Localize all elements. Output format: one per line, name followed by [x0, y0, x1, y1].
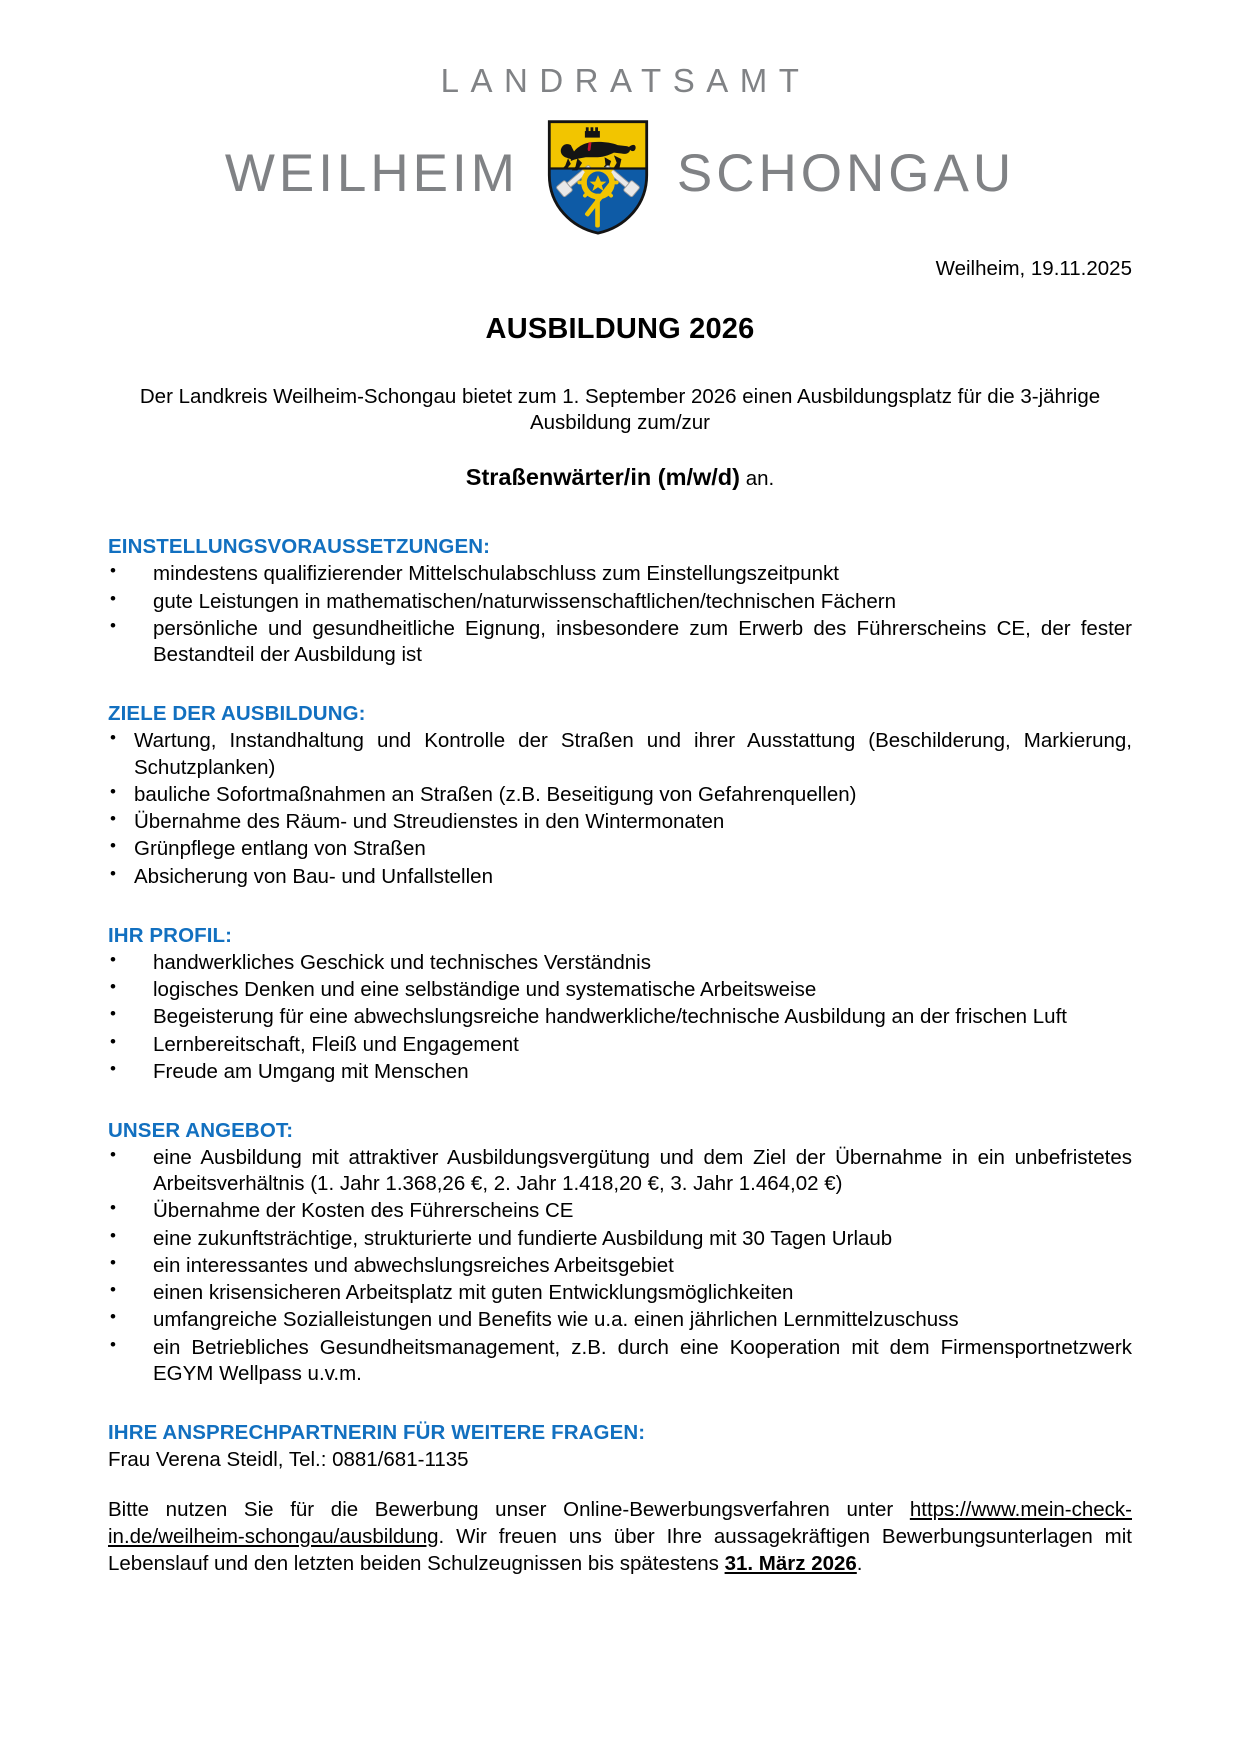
list-item: • Übernahme des Räum- und Streudienstes in den Wintermonaten — [108, 809, 1132, 835]
list-item: • Grünpflege entlang von Straßen — [108, 836, 1132, 862]
letterhead-line-districts — [0, 111, 1240, 235]
list-item: • persönliche und gesundheitliche Eignung, insbesondere zum Erwerb des Führerscheins CE, der fester Bestandteil der Ausbildung ist — [108, 616, 1132, 668]
list-item: • Freude am Umgang mit Menschen — [108, 1059, 1132, 1085]
date-line: Weilheim, 19.11.2025 — [935, 257, 1132, 280]
closing-text-before-link: Bitte nutzen Sie für die Bewerbung unser Online-Bewerbungsverfahren unter — [108, 1498, 910, 1522]
section-bullet-list — [108, 561, 1132, 668]
closing-text-after-link: . Wir freuen uns über Ihre aussagekräftigen Bewerbungsunterlagen mit Lebenslauf und den letzten beiden Schulzeugnissen bis spätestens — [108, 1524, 1132, 1575]
list-item: • ein Betriebliches Gesundheitsmanagement, z.B. durch eine Kooperation mit dem Firmensportnetzwerk EGYM Wellpass u.v.m. — [108, 1335, 1132, 1387]
list-item: • eine zukunftsträchtige, strukturierte und fundierte Ausbildung mit 30 Tagen Urlaub — [108, 1226, 1132, 1252]
coat-of-arms-icon — [543, 111, 653, 235]
list-item: • bauliche Sofortmaßnahmen an Straßen (z.B. Beseitigung von Gefahrenquellen) — [108, 782, 1132, 808]
list-item: • Absicherung von Bau- und Unfallstellen — [108, 864, 1132, 890]
contact-person-line: Frau Verena Steidl, Tel.: 0881/681-1135 — [108, 1448, 469, 1472]
list-item: • Begeisterung für eine abwechslungsreiche handwerkliche/technische Ausbildung an der frischen Luft — [108, 1004, 1132, 1030]
list-item: • Wartung, Instandhaltung und Kontrolle der Straßen und ihrer Ausstattung (Beschilderung, Markierung, Schutzplanken) — [108, 728, 1132, 780]
section-bullet-list — [108, 728, 1132, 889]
list-item: • Lernbereitschaft, Fleiß und Engagement — [108, 1032, 1132, 1058]
list-item: • logisches Denken und eine selbständige und systematische Arbeitsweise — [108, 977, 1132, 1003]
list-item: • einen krisensicheren Arbeitsplatz mit guten Entwicklungsmöglichkeiten — [108, 1280, 1132, 1306]
job-title-bold: Straßenwärter/in (m/w/d) — [465, 464, 740, 491]
section-bullet-list — [108, 950, 1132, 1085]
closing-trailing: . — [856, 1551, 863, 1575]
list-item: • handwerkliches Geschick und technisches Verständnis — [108, 950, 1132, 976]
document-body — [0, 257, 1240, 1577]
section-heading: IHRE ANSPRECHPARTNERIN FÜR WEITERE FRAGEN: — [108, 1421, 646, 1445]
list-item: • eine Ausbildung mit attraktiver Ausbildungsvergütung und dem Ziel der Übernahme in ein unbefristetes Arbeitsverhältnis (1. Jahr 1.368,26 €, 2. Jahr 1.418,20 €, 3. Jahr 1.464,02 €) — [108, 1145, 1132, 1197]
section-heading: IHR PROFIL: — [108, 923, 233, 947]
section-ihr-profil — [108, 924, 1132, 1085]
section-ansprechpartnerin — [108, 1421, 1132, 1473]
list-item: • ein interessantes und abwechslungsreiches Arbeitsgebiet — [108, 1253, 1132, 1279]
list-item: • Übernahme der Kosten des Führerscheins CE — [108, 1198, 1132, 1224]
section-einstellungsvoraussetzungen — [108, 535, 1132, 668]
page-title: AUSBILDUNG 2026 — [485, 313, 755, 345]
closing-paragraph — [108, 1497, 1132, 1577]
letterhead-word-schongau: SCHONGAU — [676, 143, 1016, 203]
job-title-suffix: an. — [740, 467, 775, 491]
section-heading: ZIELE DER AUSBILDUNG: — [108, 702, 366, 726]
letterhead-word-weilheim: WEILHEIM — [224, 143, 519, 203]
section-heading: UNSER ANGEBOT: — [108, 1118, 294, 1142]
job-title-line — [108, 464, 1132, 491]
list-item: • umfangreiche Sozialleistungen und Benefits wie u.a. einen jährlichen Lernmittelzuschuss — [108, 1307, 1132, 1333]
section-ziele-der-ausbildung — [108, 702, 1132, 889]
letterhead-line-landratsamt: LANDRATSAMT — [440, 62, 811, 99]
list-item: • gute Leistungen in mathematischen/naturwissenschaftlichen/technischen Fächern — [108, 589, 1132, 615]
section-heading: EINSTELLUNGSVORAUSSETZUNGEN: — [108, 535, 491, 559]
letterhead — [0, 0, 1240, 235]
application-deadline: 31. März 2026 — [724, 1551, 857, 1575]
application-portal-link[interactable]: https://www.mein-check-in.de/weilheim-schongau/ausbildung — [108, 1498, 1132, 1548]
intro-paragraph: Der Landkreis Weilheim-Schongau bietet zum 1. September 2026 einen Ausbildungsplatz für die 3-jährige Ausbildung zum/zur — [139, 385, 1101, 435]
section-bullet-list — [108, 1145, 1132, 1387]
list-item: • mindestens qualifizierender Mittelschulabschluss zum Einstellungszeitpunkt — [108, 561, 1132, 587]
section-unser-angebot — [108, 1119, 1132, 1387]
